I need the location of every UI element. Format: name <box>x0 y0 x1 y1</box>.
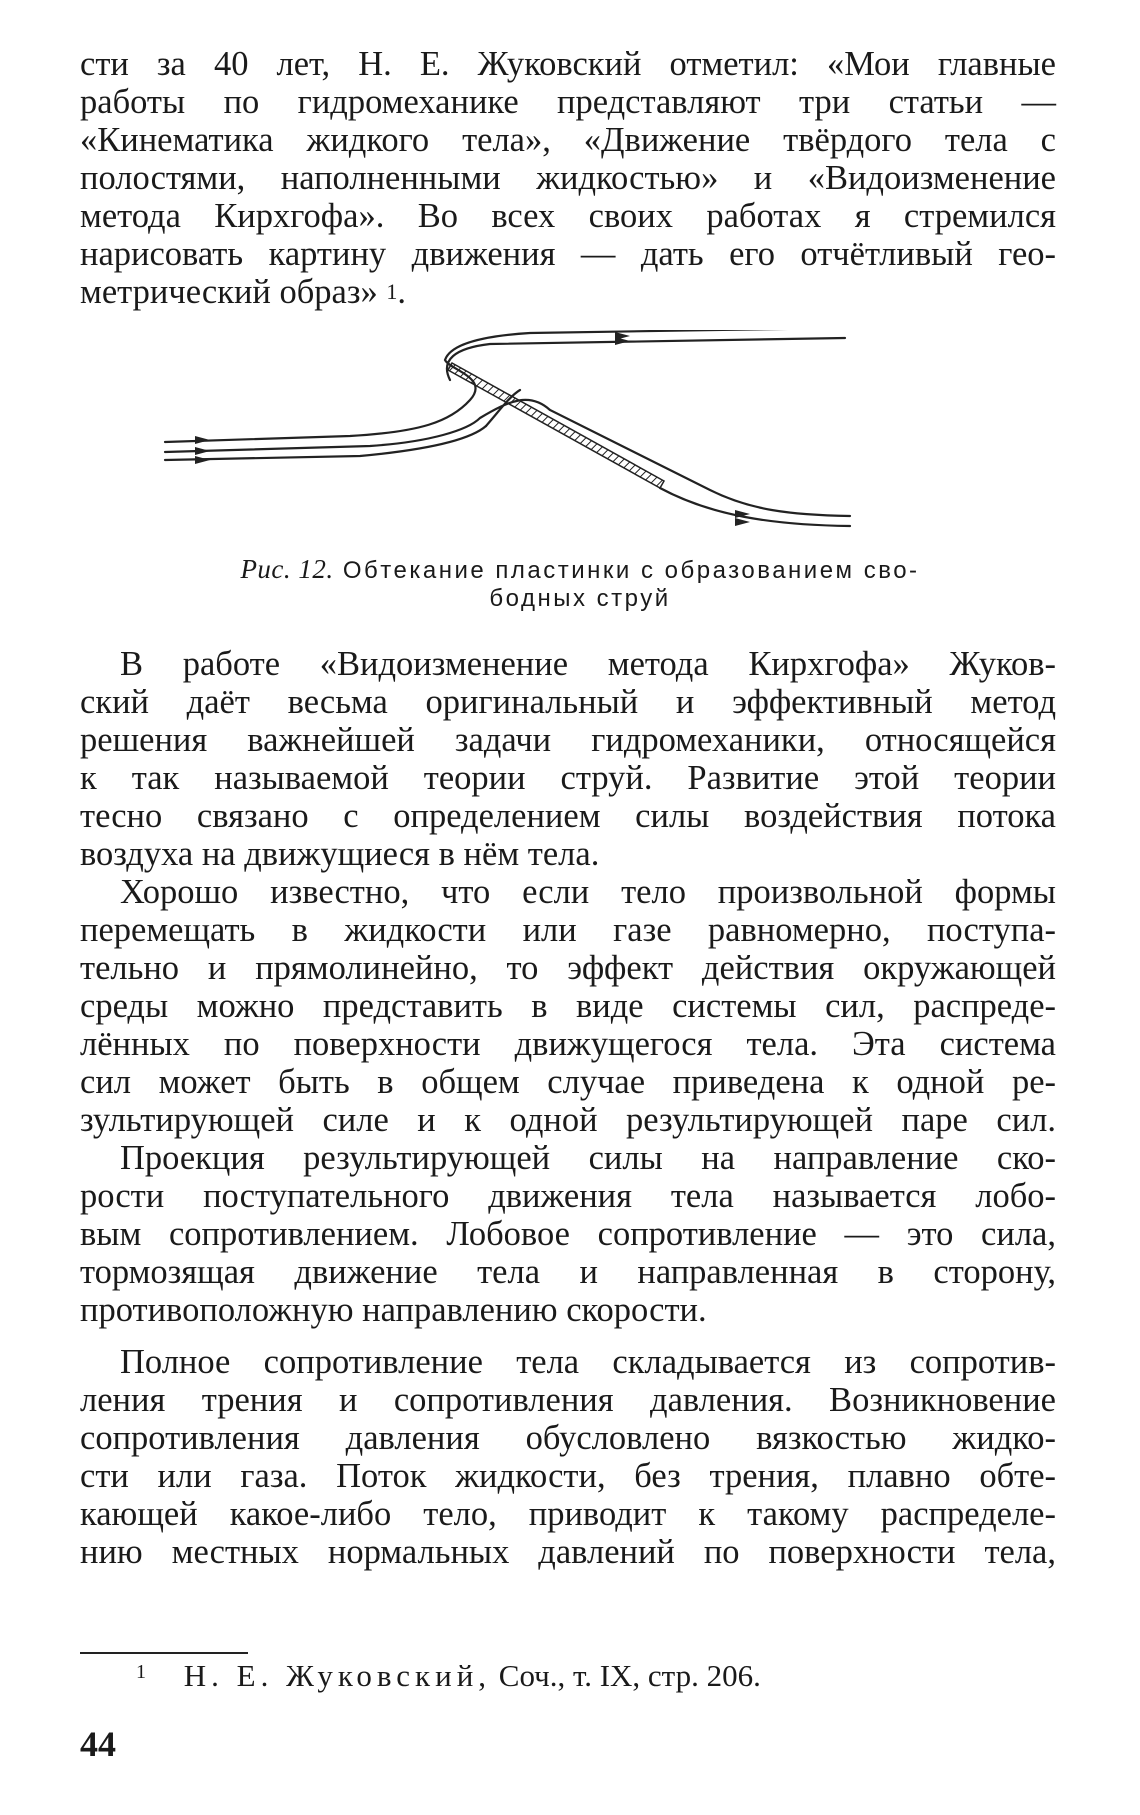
figure-label: Рис. 12. <box>240 554 334 584</box>
page-number: 44 <box>80 1724 116 1764</box>
footnote <box>80 1658 1056 1698</box>
text-line: кающей какое-либо тело, приводит к такому распределе- <box>80 1495 1056 1533</box>
text-line: ления трения и сопротивления давления. Возникновение <box>80 1381 1056 1419</box>
arrow-icon <box>195 447 210 455</box>
text-line: перемещать в жидкости или газе равномерно, поступа- <box>80 911 1056 949</box>
text-line: сил может быть в общем случае приведена к одной ре- <box>80 1063 1056 1101</box>
text-line: среды можно представить в виде системы сил, распреде- <box>80 987 1056 1025</box>
text-line: Хорошо известно, что если тело произвольной формы <box>120 873 1056 911</box>
caption-text: бодных струй <box>489 585 671 612</box>
incoming-streamline <box>165 426 486 460</box>
text-line: тельно и прямолинейно, то эффект действия окружающей <box>80 949 1056 987</box>
text-line: противоположную направлению скорости. <box>80 1291 707 1329</box>
caption-text: Обтекание пластинки с образованием сво- <box>342 557 920 584</box>
text-line: к так называемой теории струй. Развитие этой теории <box>80 759 1056 797</box>
arrow-icon <box>195 436 210 444</box>
arrow-icon <box>195 456 210 464</box>
text-line: сти или газа. Поток жидкости, без трения, плавно обте- <box>80 1457 1056 1495</box>
text-line: В работе «Видоизменение метода Кирхгофа» Жуков- <box>120 645 1056 683</box>
text-line: сопротивления давления обусловлено вязкостью жидко- <box>80 1419 1056 1457</box>
footnote-reference: 1 <box>386 279 398 304</box>
text-line: тесно связано с определением силы воздействия потока <box>80 797 1056 835</box>
text-line: «Кинематика жидкого тела», «Движение твёрдого тела с <box>80 121 1056 159</box>
footnote-divider <box>80 1652 248 1654</box>
text-line: полостями, наполненными жидкостью» и «Видоизменение <box>80 159 1056 197</box>
text-line: решения важнейшей задачи гидромеханики, относящейся <box>80 721 1056 759</box>
figure-caption <box>150 554 1010 586</box>
text-line: вым сопротивлением. Лобовое сопротивление — это сила, <box>80 1215 1056 1253</box>
text-line: лённых по поверхности движущегося тела. Эта система <box>80 1025 1056 1063</box>
text-line: тормозящая движение тела и направленная в сторону, <box>80 1253 1056 1291</box>
text-line: зультирующей силе и к одной результирующей паре сил. <box>80 1101 1056 1139</box>
text-line: метода Кирхгофа». Во всех своих работах я стремился <box>80 197 1056 235</box>
plate <box>448 363 664 488</box>
text-line: ский даёт весьма оригинальный и эффективный метод <box>80 683 1056 721</box>
text-line: метрический образ» <box>80 273 378 311</box>
text-line: Проекция результирующей силы на направление ско- <box>120 1139 1056 1177</box>
footnote-mark: 1 <box>136 1661 146 1683</box>
footnote-source: Соч., т. IX, стр. 206. <box>498 1658 761 1693</box>
footnote-author: Н. Е. Жуковский, <box>183 1658 492 1693</box>
text-line: нарисовать картину движения — дать его отчётливый гео- <box>80 235 1056 273</box>
text-line: Полное сопротивление тела складывается из сопротив- <box>120 1343 1056 1381</box>
text-line: воздуха на движущиеся в нём тела. <box>80 835 600 873</box>
arrow-icon <box>735 518 750 526</box>
incoming-streamline <box>165 330 845 442</box>
text-line-with-footnote: метрический образ» $^1$. <box>80 273 406 311</box>
lower-free-jet <box>486 390 850 526</box>
text-line: сти за 40 лет, Н. Е. Жуковский отметил: «Мои главные <box>80 45 1056 83</box>
text-line: нию местных нормальных давлений по поверхности тела, <box>80 1533 1056 1571</box>
text-line: работы по гидромеханике представляют три статьи — <box>80 83 1056 121</box>
upper-free-jet <box>447 338 845 380</box>
text-line: рости поступательного движения тела называется лобо- <box>80 1177 1056 1215</box>
arrow-icon <box>615 337 630 345</box>
